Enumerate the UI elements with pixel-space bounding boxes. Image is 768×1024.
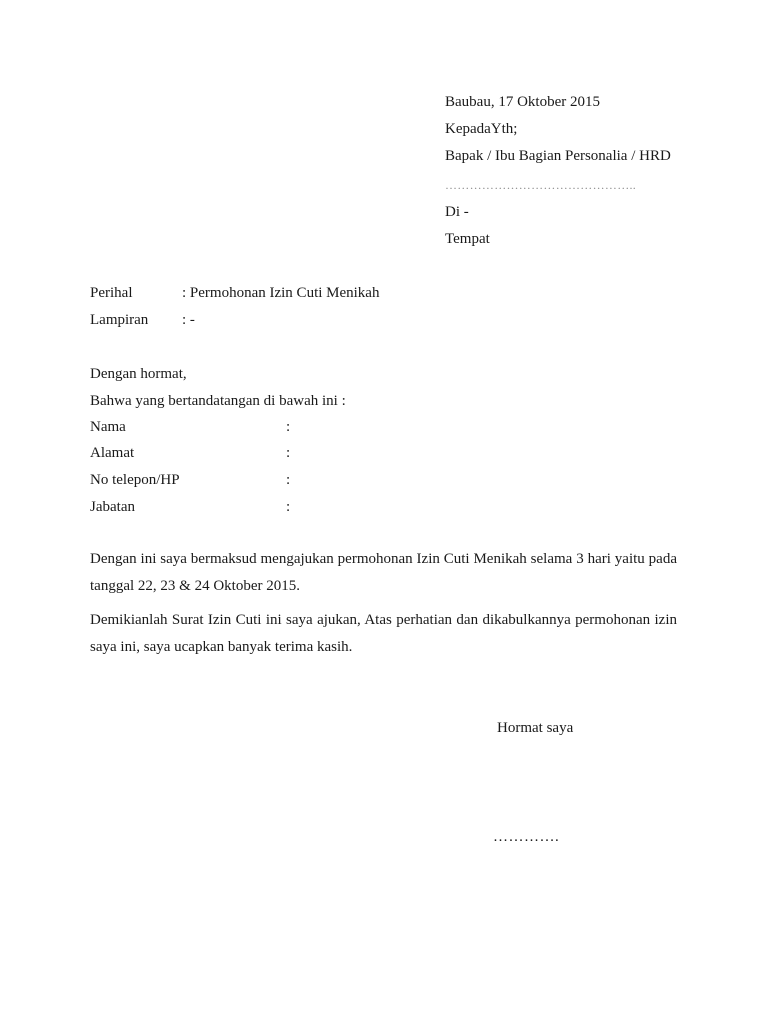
recipient-blank-line: ………………………………………..	[445, 178, 637, 192]
recipient-to: KepadaYth;	[445, 121, 518, 137]
field-alamat-label: Alamat	[90, 445, 135, 461]
recipient-tempat: Tempat	[445, 231, 490, 247]
field-jabatan-label: Jabatan	[90, 499, 135, 515]
lampiran-value: : -	[182, 312, 195, 328]
recipient-addressee: Bapak / Ibu Bagian Personalia / HRD	[445, 148, 671, 164]
lampiran-label: Lampiran	[90, 312, 149, 328]
field-telepon-label: No telepon/HP	[90, 472, 180, 488]
field-alamat-colon: :	[286, 445, 291, 461]
field-nama-colon: :	[286, 419, 291, 435]
field-nama-label: Nama	[90, 419, 126, 435]
recipient-di: Di -	[445, 204, 469, 220]
place-date: Baubau, 17 Oktober 2015	[445, 94, 600, 110]
salutation: Dengan hormat,	[90, 366, 187, 382]
signature-line: ………….	[493, 829, 560, 845]
field-telepon-colon: :	[286, 472, 291, 488]
perihal-label: Perihal	[90, 285, 133, 301]
body-paragraph-1: Dengan ini saya bermaksud mengajukan permohonan Izin Cuti Menikah selama 3 hari yaitu pada tanggal 22, 23 & 24 Oktober 2015.	[90, 551, 677, 594]
field-jabatan-colon: :	[286, 499, 291, 515]
perihal-value: : Permohonan Izin Cuti Menikah	[182, 285, 380, 301]
closing-regards: Hormat saya	[497, 720, 574, 736]
body-paragraph-2: Demikianlah Surat Izin Cuti ini saya ajukan, Atas perhatian dan dikabulkannya permohonan izin saya ini, saya ucapkan banyak terima kasih.	[90, 612, 677, 655]
intro-line: Bahwa yang bertandatangan di bawah ini :	[90, 393, 346, 409]
